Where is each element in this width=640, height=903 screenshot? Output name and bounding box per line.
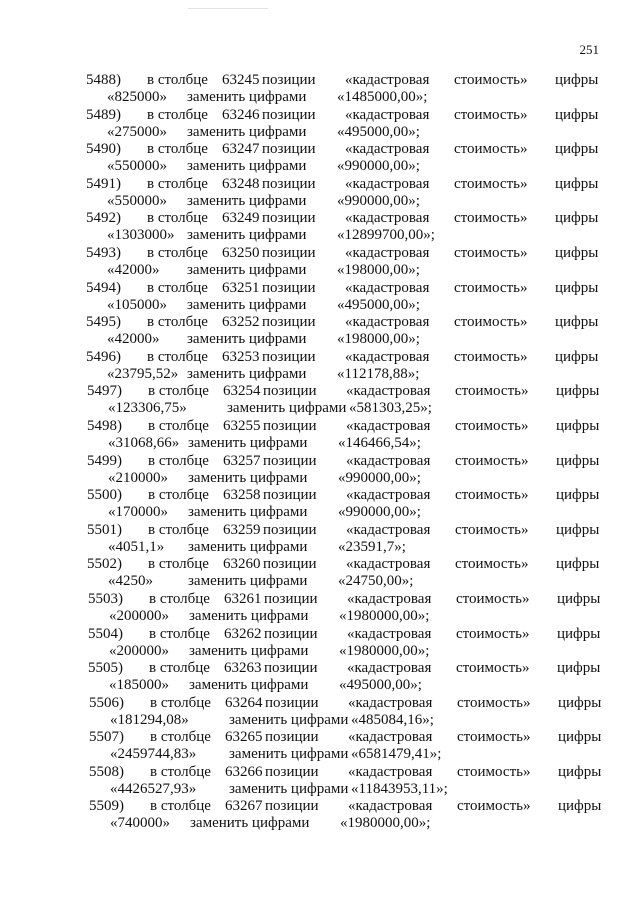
entry-number: 5495) [86,314,121,331]
field-name-end: стоимость» [456,625,530,642]
amendment-entry [0,245,640,280]
position-label: позиции [262,244,316,261]
amendment-entry [0,314,640,349]
position-label: позиции [262,106,316,123]
old-value: «170000» [108,504,168,521]
field-name-start: «кадастровая [348,729,433,746]
field-name-start: «кадастровая [345,244,430,261]
field-name-end: стоимость» [457,729,531,746]
field-name-start: «кадастровая [345,348,430,365]
field-name-end: стоимость» [454,279,528,296]
entry-number: 5493) [86,244,121,261]
replace-label: заменить цифрами [227,400,347,417]
column-code: 63255 [223,417,261,434]
digits-label: цифры [558,798,602,815]
column-code: 63248 [222,175,260,192]
amendment-entry [0,729,640,764]
column-label: в столбце [147,141,208,158]
new-value: «11843953,11»; [351,780,448,797]
column-code: 63261 [224,590,262,607]
entry-number: 5496) [86,348,121,365]
field-name-end: стоимость» [455,521,529,538]
replace-label: заменить цифрами [187,296,307,313]
field-name-start: «кадастровая [345,72,430,88]
old-value: «4250» [108,573,153,590]
position-label: позиции [263,452,317,469]
entry-number: 5508) [89,763,124,780]
digits-label: цифры [555,210,599,227]
replace-label: заменить цифрами [187,365,307,382]
replace-label: заменить цифрами [187,123,307,140]
replace-label: заменить цифрами [189,607,309,624]
replace-label: заменить цифрами [187,261,307,278]
digits-label: цифры [555,175,599,192]
field-name-start: «кадастровая [347,660,432,677]
old-value: «550000» [107,158,167,175]
amendment-entry [0,349,640,384]
entry-number: 5503) [88,590,123,607]
field-name-start: «кадастровая [345,314,430,331]
old-value: «105000» [107,296,167,313]
digits-label: цифры [558,729,602,746]
digits-label: цифры [556,556,600,573]
column-code: 63247 [222,141,260,158]
field-name-end: стоимость» [455,487,529,504]
column-label: в столбце [148,521,209,538]
column-label: в столбце [149,590,210,607]
new-value: «23591,7»; [338,538,406,555]
position-label: позиции [263,383,317,400]
field-name-start: «кадастровая [346,487,431,504]
digits-label: цифры [555,244,599,261]
amendment-list [0,72,640,833]
digits-label: цифры [556,417,600,434]
digits-label: цифры [556,383,600,400]
replace-label: заменить цифрами [187,192,307,209]
column-code: 63265 [225,729,263,746]
position-label: позиции [265,694,319,711]
position-label: позиции [263,556,317,573]
old-value: «550000» [107,192,167,209]
old-value: «181294,08» [110,711,189,728]
field-name-end: стоимость» [454,141,528,158]
field-name-start: «кадастровая [345,106,430,123]
position-label: позиции [263,417,317,434]
replace-label: заменить цифрами [188,469,308,486]
entry-number: 5504) [88,625,123,642]
column-code: 63258 [223,487,261,504]
column-code: 63249 [222,210,260,227]
replace-label: заменить цифрами [187,89,307,105]
replace-label: заменить цифрами [187,227,307,244]
field-name-start: «кадастровая [345,141,430,158]
field-name-end: стоимость» [455,452,529,469]
column-label: в столбце [150,798,211,815]
page-number: 251 [579,42,599,57]
replace-label: заменить цифрами [188,434,308,451]
replace-label: заменить цифрами [229,746,349,763]
position-label: позиции [262,72,316,88]
amendment-entry [0,660,640,695]
column-label: в столбце [150,729,211,746]
column-code: 63266 [225,763,263,780]
digits-label: цифры [556,521,600,538]
field-name-end: стоимость» [454,210,528,227]
amendment-entry [0,764,640,799]
new-value: «112178,88»; [337,365,420,382]
old-value: «42000» [107,331,160,348]
entry-number: 5505) [88,660,123,677]
entry-number: 5498) [87,417,122,434]
old-value: «4426527,93» [110,780,197,797]
column-code: 63262 [224,625,262,642]
scan-artifact-line [188,8,268,9]
column-label: в столбце [150,694,211,711]
entry-number: 5490) [86,141,121,158]
new-value: «198000,00»; [337,331,420,348]
digits-label: цифры [555,141,599,158]
column-code: 63259 [223,521,261,538]
column-code: 63250 [222,244,260,261]
column-label: в столбце [148,417,209,434]
column-label: в столбце [147,106,208,123]
field-name-start: «кадастровая [348,694,433,711]
field-name-end: стоимость» [454,314,528,331]
field-name-end: стоимость» [454,72,528,88]
field-name-end: стоимость» [454,348,528,365]
new-value: «1980000,00»; [339,607,430,624]
digits-label: цифры [555,279,599,296]
column-label: в столбце [149,625,210,642]
column-code: 63251 [222,279,260,296]
amendment-entry [0,383,640,418]
amendment-entry [0,418,640,453]
field-name-start: «кадастровая [347,590,432,607]
new-value: «1485000,00»; [337,89,428,105]
column-code: 63263 [224,660,262,677]
field-name-start: «кадастровая [347,625,432,642]
new-value: «485084,16»; [351,711,434,728]
amendment-entry [0,453,640,488]
field-name-end: стоимость» [456,590,530,607]
field-name-end: стоимость» [457,798,531,815]
amendment-entry [0,591,640,626]
old-value: «200000» [109,642,169,659]
new-value: «6581479,41»; [351,746,442,763]
amendment-entry [0,210,640,245]
amendment-entry [0,72,640,107]
field-name-end: стоимость» [455,556,529,573]
position-label: позиции [262,348,316,365]
column-label: в столбце [148,383,209,400]
position-label: позиции [264,625,318,642]
new-value: «990000,00»; [338,469,421,486]
amendment-entry [0,626,640,661]
column-label: в столбце [147,72,208,88]
position-label: позиции [262,210,316,227]
old-value: «2459744,83» [110,746,197,763]
digits-label: цифры [555,314,599,331]
field-name-end: стоимость» [455,417,529,434]
digits-label: цифры [557,625,601,642]
new-value: «1980000,00»; [340,815,431,832]
field-name-end: стоимость» [454,244,528,261]
column-label: в столбце [147,314,208,331]
position-label: позиции [263,487,317,504]
column-label: в столбце [150,763,211,780]
position-label: позиции [262,141,316,158]
entry-number: 5500) [87,487,122,504]
replace-label: заменить цифрами [188,504,308,521]
position-label: позиции [264,660,318,677]
replace-label: заменить цифрами [188,573,308,590]
entry-number: 5497) [87,383,122,400]
entry-number: 5506) [89,694,124,711]
column-code: 63257 [223,452,261,469]
field-name-start: «кадастровая [348,763,433,780]
field-name-start: «кадастровая [346,556,431,573]
entry-number: 5491) [86,175,121,192]
new-value: «495000,00»; [337,123,420,140]
digits-label: цифры [558,694,602,711]
column-label: в столбце [148,556,209,573]
entry-number: 5489) [86,106,121,123]
field-name-start: «кадастровая [346,521,431,538]
position-label: позиции [264,590,318,607]
position-label: позиции [263,521,317,538]
column-label: в столбце [147,175,208,192]
amendment-entry [0,522,640,557]
field-name-end: стоимость» [457,694,531,711]
old-value: «185000» [109,677,169,694]
field-name-end: стоимость» [454,175,528,192]
column-label: в столбце [148,487,209,504]
replace-label: заменить цифрами [190,815,310,832]
column-label: в столбце [147,348,208,365]
new-value: «990000,00»; [337,192,420,209]
entry-number: 5494) [86,279,121,296]
column-label: в столбце [147,244,208,261]
amendment-entry [0,556,640,591]
amendment-entry [0,107,640,142]
new-value: «24750,00»; [338,573,414,590]
entry-number: 5501) [87,521,122,538]
field-name-end: стоимость» [457,763,531,780]
old-value: «31068,66» [108,434,180,451]
replace-label: заменить цифрами [187,331,307,348]
old-value: «123306,75» [108,400,187,417]
column-code: 63253 [222,348,260,365]
amendment-entry [0,141,640,176]
new-value: «990000,00»; [338,504,421,521]
column-code: 63260 [223,556,261,573]
old-value: «210000» [108,469,168,486]
field-name-start: «кадастровая [346,383,431,400]
position-label: позиции [265,798,319,815]
field-name-end: стоимость» [455,383,529,400]
replace-label: заменить цифрами [229,711,349,728]
digits-label: цифры [557,660,601,677]
entry-number: 5509) [89,798,124,815]
column-code: 63246 [222,106,260,123]
replace-label: заменить цифрами [189,677,309,694]
old-value: «740000» [110,815,170,832]
field-name-end: стоимость» [456,660,530,677]
column-code: 63252 [222,314,260,331]
new-value: «990000,00»; [337,158,420,175]
column-label: в столбце [147,210,208,227]
digits-label: цифры [557,590,601,607]
replace-label: заменить цифрами [229,780,349,797]
amendment-entry [0,487,640,522]
field-name-start: «кадастровая [345,175,430,192]
digits-label: цифры [558,763,602,780]
position-label: позиции [262,314,316,331]
entry-number: 5507) [89,729,124,746]
new-value: «581303,25»; [349,400,432,417]
new-value: «198000,00»; [337,261,420,278]
digits-label: цифры [555,348,599,365]
position-label: позиции [262,175,316,192]
field-name-start: «кадастровая [346,452,431,469]
entry-number: 5502) [87,556,122,573]
new-value: «12899700,00»; [337,227,435,244]
old-value: «42000» [107,261,160,278]
position-label: позиции [262,279,316,296]
old-value: «275000» [107,123,167,140]
old-value: «1303000» [107,227,175,244]
entry-number: 5492) [86,210,121,227]
field-name-start: «кадастровая [348,798,433,815]
amendment-entry [0,695,640,730]
old-value: «825000» [107,89,167,105]
column-code: 63267 [225,798,263,815]
digits-label: цифры [556,452,600,469]
digits-label: цифры [555,72,599,88]
entry-number: 5499) [87,452,122,469]
column-label: в столбце [149,660,210,677]
field-name-start: «кадастровая [345,279,430,296]
position-label: позиции [265,763,319,780]
field-name-start: «кадастровая [346,417,431,434]
field-name-start: «кадастровая [345,210,430,227]
field-name-end: стоимость» [454,106,528,123]
replace-label: заменить цифрами [188,538,308,555]
new-value: «146466,54»; [338,434,421,451]
column-code: 63264 [225,694,263,711]
entry-number: 5488) [86,72,121,88]
column-code: 63254 [223,383,261,400]
old-value: «4051,1» [108,538,165,555]
new-value: «495000,00»; [337,296,420,313]
replace-label: заменить цифрами [187,158,307,175]
column-code: 63245 [222,72,260,88]
column-label: в столбце [148,452,209,469]
amendment-entry [0,798,640,833]
position-label: позиции [265,729,319,746]
old-value: «23795,52» [107,365,179,382]
amendment-entry [0,176,640,211]
new-value: «1980000,00»; [339,642,430,659]
replace-label: заменить цифрами [189,642,309,659]
amendment-entry [0,280,640,315]
column-label: в столбце [147,279,208,296]
digits-label: цифры [555,106,599,123]
new-value: «495000,00»; [339,677,422,694]
old-value: «200000» [109,607,169,624]
digits-label: цифры [556,487,600,504]
